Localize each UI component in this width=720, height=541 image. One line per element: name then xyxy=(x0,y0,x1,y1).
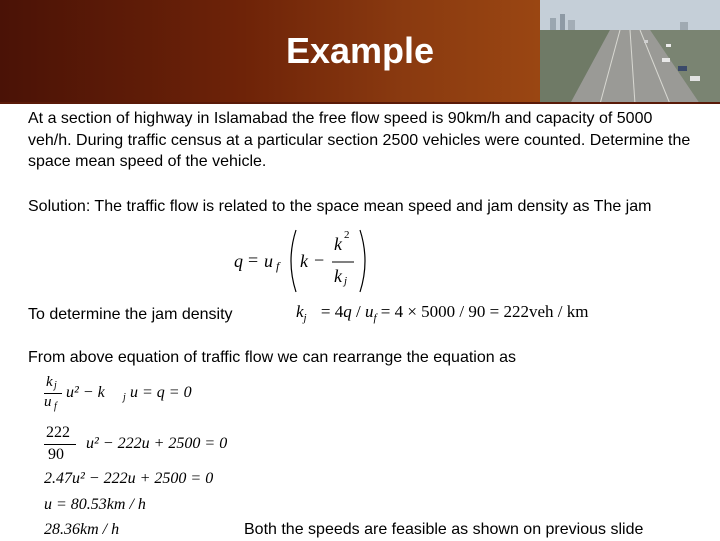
derivation-line-1-tail: u = q = 0 xyxy=(130,384,192,401)
derivation-line-5: 28.36km / h xyxy=(44,521,120,538)
fraction-denominator: 90 xyxy=(48,446,64,463)
jam-density-result: = 4 × 5000 / 90 = 222veh / km xyxy=(380,302,589,321)
rearrange-text: From above equation of traffic flow we can rearrange the equation as xyxy=(28,349,516,366)
derivation-line-1-rhs: u² − k xyxy=(66,384,105,401)
derivation-line-3: 2.47u² − 222u + 2500 = 0 xyxy=(44,470,214,487)
header-divider xyxy=(0,102,720,104)
jam-density-label: To determine the jam density xyxy=(28,306,233,323)
problem-statement: At a section of highway in Islamabad the free flow speed is 90km/h and capacity of 5000 veh/h. During traffic census at a particular section 2500 vehicles were counted. Determine the space mean speed of the vehicle. xyxy=(28,110,691,170)
slide-title: Example xyxy=(285,30,435,71)
flow-formula: q = u f k − k 2 k j xyxy=(234,226,374,296)
solution-intro: Solution: The traffic flow is related to the space mean speed and jam density as The jam xyxy=(28,198,652,215)
derivation-line-2-rhs: u² − 222u + 2500 = 0 xyxy=(86,435,228,452)
fraction-numerator: 222 xyxy=(46,424,70,441)
jam-density-equation: $k_j = 4q / u_f = 4 \times 5000 / 90 = 222veh$ / km xyxy=(296,302,589,324)
derivation-line-1: k j u f u² − k j u = q = 0 xyxy=(44,374,192,412)
derivation-line-2 xyxy=(44,424,264,468)
derivation-line-4: u = 80.53km / h xyxy=(44,496,146,513)
conclusion-text: Both the speeds are feasible as shown on previous slide xyxy=(244,521,644,538)
